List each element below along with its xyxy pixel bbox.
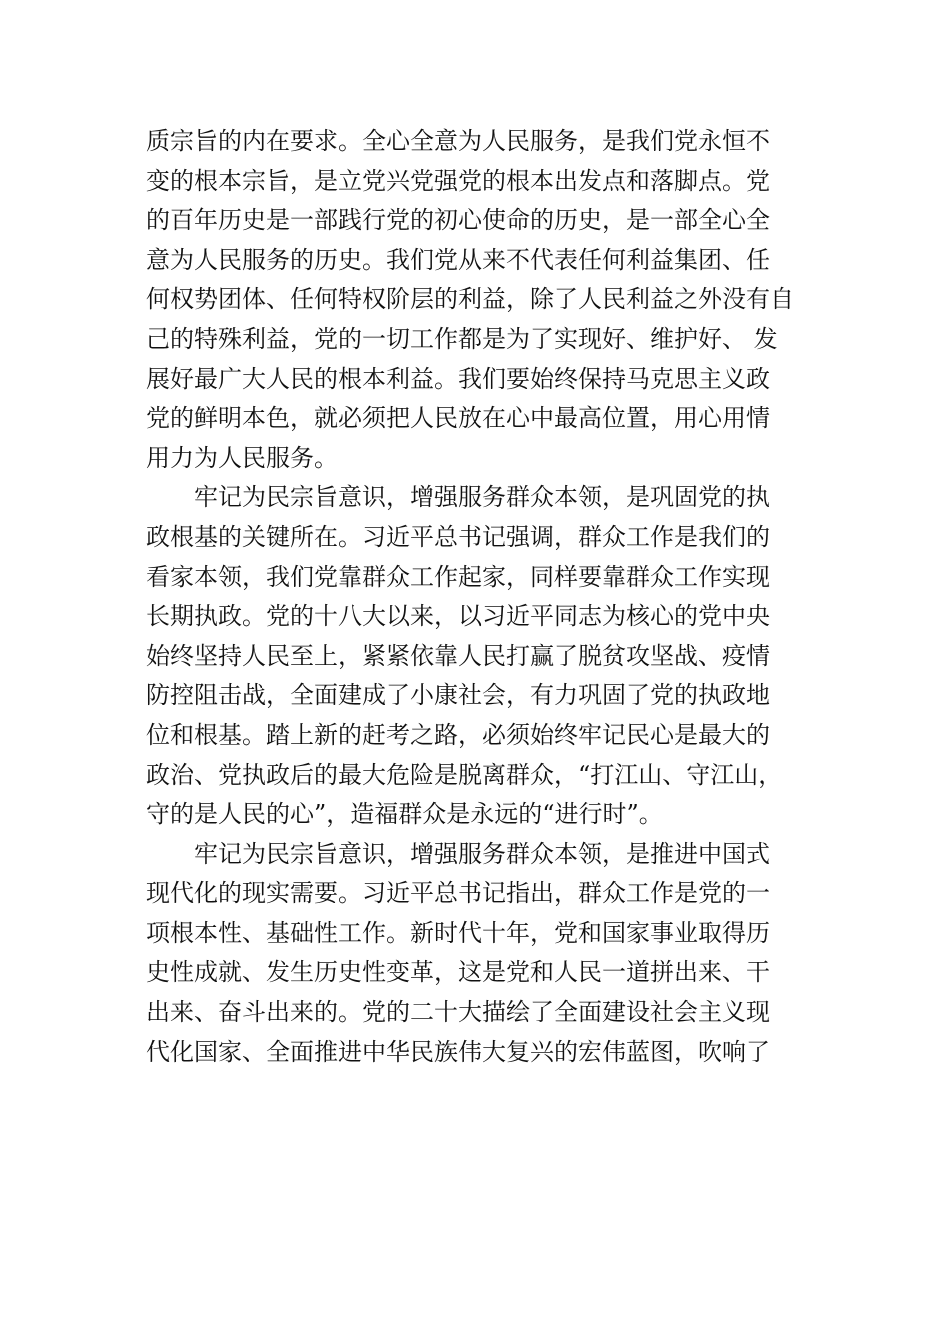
- text-line: 展好最广大人民的根本利益。我们要始终保持马克思主义政: [146, 364, 770, 393]
- text-line: 史性成就、发生历史性变革，这是党和人民一道拼出来、干: [146, 958, 770, 987]
- paragraph-2: [146, 478, 806, 834]
- document-body: [146, 122, 806, 1072]
- text-line: 意为人民服务的历史。我们党从来不代表任何利益集团、任: [146, 245, 770, 274]
- text-line-first-indent: 牢记为民宗旨意识，增强服务群众本领，是巩固党的执: [194, 483, 770, 512]
- text-line: 用力为人民服务。: [146, 443, 338, 472]
- text-line: 看家本领，我们党靠群众工作起家，同样要靠群众工作实现: [146, 562, 770, 591]
- text-line: 守的是人民的心”，造福群众是永远的“进行时”。: [146, 800, 663, 829]
- text-line-first-indent: 牢记为民宗旨意识，增强服务群众本领，是推进中国式: [194, 839, 770, 868]
- text-line: 党的鲜明本色，就必须把人民放在心中最高位置，用心用情: [146, 404, 770, 433]
- text-line: 长期执政。党的十八大以来，以习近平同志为核心的党中央: [146, 602, 770, 631]
- text-line: 始终坚持人民至上，紧紧依靠人民打赢了脱贫攻坚战、疫情: [146, 641, 770, 670]
- text-line: 的百年历史是一部践行党的初心使命的历史，是一部全心全: [146, 206, 770, 235]
- text-line: 政治、党执政后的最大危险是脱离群众，“打江山、守江山，: [146, 760, 783, 789]
- text-line: 己的特殊利益，党的一切工作都是为了实现好、维护好、 发: [146, 324, 778, 353]
- paragraph-3: [146, 835, 806, 1073]
- text-line: 防控阻击战，全面建成了小康社会，有力巩固了党的执政地: [146, 681, 770, 710]
- text-line: 变的根本宗旨，是立党兴党强党的根本出发点和落脚点。党: [146, 166, 770, 195]
- text-line: 现代化的现实需要。习近平总书记指出，群众工作是党的一: [146, 879, 770, 908]
- text-line: 位和根基。踏上新的赶考之路，必须始终牢记民心是最大的: [146, 720, 770, 749]
- text-line: 政根基的关键所在。习近平总书记强调，群众工作是我们的: [146, 522, 770, 551]
- text-line: 质宗旨的内在要求。全心全意为人民服务，是我们党永恒不: [146, 127, 770, 155]
- paragraph-1: [146, 122, 806, 478]
- text-line: 何权势团体、任何特权阶层的利益，除了人民利益之外没有自: [146, 285, 794, 314]
- text-line: 项根本性、基础性工作。新时代十年，党和国家事业取得历: [146, 918, 770, 947]
- text-line: 代化国家、全面推进中华民族伟大复兴的宏伟蓝图，吹响了: [146, 1037, 770, 1066]
- text-line: 出来、奋斗出来的。党的二十大描绘了全面建设社会主义现: [146, 998, 770, 1027]
